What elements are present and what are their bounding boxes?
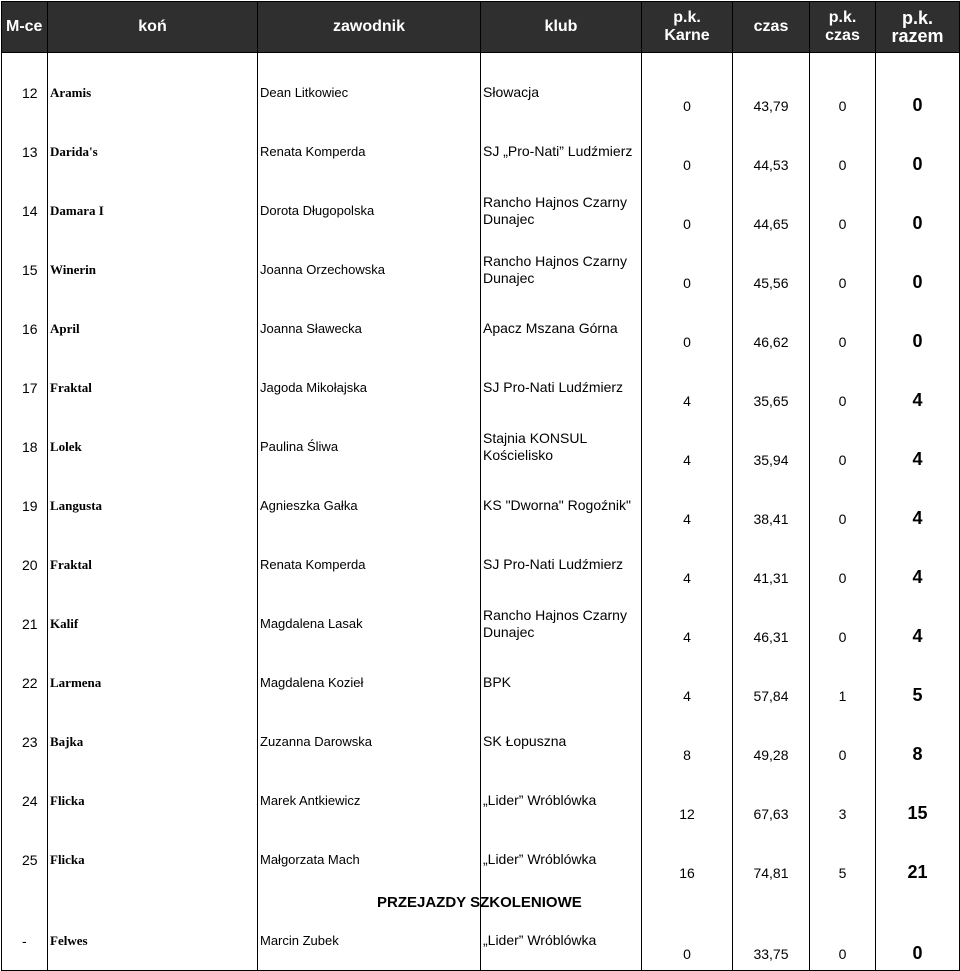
cell-penalty-points: 4 bbox=[642, 358, 733, 417]
cell-mce: 14 bbox=[2, 181, 48, 240]
cell-time-penalty: 0 bbox=[810, 594, 876, 653]
cell-time: 57,84 bbox=[733, 653, 810, 712]
cell-club: BPK bbox=[481, 653, 642, 712]
cell-total: 21 bbox=[876, 830, 960, 889]
section-cell bbox=[2, 889, 48, 911]
cell-penalty-points: 0 bbox=[642, 122, 733, 181]
cell-time-penalty: 0 bbox=[810, 299, 876, 358]
cell-total: 4 bbox=[876, 358, 960, 417]
cell-rider: Marcin Zubek bbox=[258, 911, 481, 971]
cell-rider: Magdalena Kozieł bbox=[258, 653, 481, 712]
table-row bbox=[2, 911, 960, 971]
table-row bbox=[2, 594, 960, 653]
cell-mce: 19 bbox=[2, 476, 48, 535]
cell-time: 33,75 bbox=[733, 911, 810, 971]
cell-penalty-points: 0 bbox=[642, 299, 733, 358]
cell-rider: Agnieszka Gałka bbox=[258, 476, 481, 535]
cell-total: 0 bbox=[876, 181, 960, 240]
section-row bbox=[2, 889, 960, 911]
cell-total: 0 bbox=[876, 299, 960, 358]
cell-horse: Langusta bbox=[48, 476, 258, 535]
cell-total: 0 bbox=[876, 63, 960, 122]
cell-horse: Kalif bbox=[48, 594, 258, 653]
cell-club: Rancho Hajnos Czarny Dunajec bbox=[481, 594, 642, 653]
cell-time-penalty: 0 bbox=[810, 358, 876, 417]
cell-time: 67,63 bbox=[733, 771, 810, 830]
cell-time: 44,53 bbox=[733, 122, 810, 181]
cell-penalty-points: 16 bbox=[642, 830, 733, 889]
cell-horse: Bajka bbox=[48, 712, 258, 771]
cell-time-penalty: 0 bbox=[810, 476, 876, 535]
table-row bbox=[2, 299, 960, 358]
cell-time: 46,62 bbox=[733, 299, 810, 358]
cell-time-penalty: 0 bbox=[810, 712, 876, 771]
cell-total: 15 bbox=[876, 771, 960, 830]
cell-total: 0 bbox=[876, 122, 960, 181]
cell-horse: Felwes bbox=[48, 911, 258, 971]
cell-club: KS "Dworna" Rogoźnik" bbox=[481, 476, 642, 535]
cell-mce: 12 bbox=[2, 63, 48, 122]
table-row bbox=[2, 122, 960, 181]
cell-rider: Małgorzata Mach bbox=[258, 830, 481, 889]
cell-mce: 24 bbox=[2, 771, 48, 830]
cell-rider: Paulina Śliwa bbox=[258, 417, 481, 476]
section-cell bbox=[642, 889, 733, 911]
cell-time: 49,28 bbox=[733, 712, 810, 771]
cell-total: 4 bbox=[876, 417, 960, 476]
header-czas: czas bbox=[733, 2, 810, 53]
cell-horse: Fraktal bbox=[48, 358, 258, 417]
cell-horse: Flicka bbox=[48, 830, 258, 889]
section-cell bbox=[810, 889, 876, 911]
header-kon: koń bbox=[48, 2, 258, 53]
table-row bbox=[2, 358, 960, 417]
table-row bbox=[2, 417, 960, 476]
cell-rider: Renata Komperda bbox=[258, 535, 481, 594]
cell-time-penalty: 0 bbox=[810, 417, 876, 476]
cell-time: 74,81 bbox=[733, 830, 810, 889]
cell-horse: Winerin bbox=[48, 240, 258, 299]
cell-penalty-points: 12 bbox=[642, 771, 733, 830]
cell-mce: 18 bbox=[2, 417, 48, 476]
cell-horse: Fraktal bbox=[48, 535, 258, 594]
cell-total: 4 bbox=[876, 594, 960, 653]
cell-time: 41,31 bbox=[733, 535, 810, 594]
section-title: PRZEJAZDY SZKOLENIOWE bbox=[377, 889, 538, 911]
cell-mce: 15 bbox=[2, 240, 48, 299]
cell-mce: - bbox=[2, 911, 48, 971]
cell-time-penalty: 0 bbox=[810, 63, 876, 122]
cell-penalty-points: 0 bbox=[642, 911, 733, 971]
table-row bbox=[2, 476, 960, 535]
cell-club: SJ „Pro-Nati” Ludźmierz bbox=[481, 122, 642, 181]
cell-total: 4 bbox=[876, 476, 960, 535]
cell-rider: Joanna Sławecka bbox=[258, 299, 481, 358]
table-row bbox=[2, 63, 960, 122]
cell-club: Słowacja bbox=[481, 63, 642, 122]
cell-horse: Lolek bbox=[48, 417, 258, 476]
cell-mce: 21 bbox=[2, 594, 48, 653]
header-mce: M-ce bbox=[2, 2, 48, 53]
cell-club: Rancho Hajnos Czarny Dunajec bbox=[481, 181, 642, 240]
cell-total: 8 bbox=[876, 712, 960, 771]
cell-mce: 22 bbox=[2, 653, 48, 712]
cell-club: Apacz Mszana Górna bbox=[481, 299, 642, 358]
cell-rider: Zuzanna Darowska bbox=[258, 712, 481, 771]
cell-club: „Lider” Wróblówka bbox=[481, 771, 642, 830]
header-pk-czas: p.k. czas bbox=[810, 2, 876, 53]
table-row bbox=[2, 830, 960, 889]
cell-horse: Flicka bbox=[48, 771, 258, 830]
cell-rider: Magdalena Lasak bbox=[258, 594, 481, 653]
cell-mce: 16 bbox=[2, 299, 48, 358]
cell-club: „Lider” Wróblówka bbox=[481, 830, 642, 889]
cell-time-penalty: 0 bbox=[810, 122, 876, 181]
table-row bbox=[2, 712, 960, 771]
cell-time-penalty: 1 bbox=[810, 653, 876, 712]
cell-time-penalty: 0 bbox=[810, 181, 876, 240]
table-row bbox=[2, 181, 960, 240]
cell-total: 0 bbox=[876, 911, 960, 971]
cell-time: 43,79 bbox=[733, 63, 810, 122]
table-row bbox=[2, 240, 960, 299]
cell-mce: 17 bbox=[2, 358, 48, 417]
cell-horse: Damara I bbox=[48, 181, 258, 240]
cell-time: 35,65 bbox=[733, 358, 810, 417]
header-zawodnik: zawodnik bbox=[258, 2, 481, 53]
cell-time-penalty: 5 bbox=[810, 830, 876, 889]
cell-rider: Marek Antkiewicz bbox=[258, 771, 481, 830]
section-cell bbox=[733, 889, 810, 911]
cell-time-penalty: 3 bbox=[810, 771, 876, 830]
cell-club: SJ Pro-Nati Ludźmierz bbox=[481, 535, 642, 594]
cell-time-penalty: 0 bbox=[810, 535, 876, 594]
cell-rider: Dorota Długopolska bbox=[258, 181, 481, 240]
section-cell bbox=[876, 889, 960, 911]
cell-time-penalty: 0 bbox=[810, 911, 876, 971]
table-row bbox=[2, 771, 960, 830]
cell-penalty-points: 0 bbox=[642, 240, 733, 299]
header-pk-karne: p.k. Karne bbox=[642, 2, 733, 53]
cell-penalty-points: 4 bbox=[642, 653, 733, 712]
cell-horse: April bbox=[48, 299, 258, 358]
cell-total: 5 bbox=[876, 653, 960, 712]
results-table bbox=[1, 1, 960, 971]
cell-club: SK Łopuszna bbox=[481, 712, 642, 771]
table-row bbox=[2, 653, 960, 712]
header-klub: klub bbox=[481, 2, 642, 53]
header-pk-razem: p.k. razem bbox=[876, 2, 960, 53]
cell-club: „Lider” Wróblówka bbox=[481, 911, 642, 971]
spacer-row bbox=[2, 53, 960, 64]
cell-horse: Aramis bbox=[48, 63, 258, 122]
cell-time: 46,31 bbox=[733, 594, 810, 653]
section-cell bbox=[48, 889, 258, 911]
cell-penalty-points: 0 bbox=[642, 181, 733, 240]
cell-total: 0 bbox=[876, 240, 960, 299]
cell-time: 38,41 bbox=[733, 476, 810, 535]
header-row bbox=[2, 2, 960, 53]
cell-penalty-points: 4 bbox=[642, 417, 733, 476]
cell-horse: Larmena bbox=[48, 653, 258, 712]
cell-total: 4 bbox=[876, 535, 960, 594]
cell-rider: Jagoda Mikołajska bbox=[258, 358, 481, 417]
cell-rider: Renata Komperda bbox=[258, 122, 481, 181]
cell-time: 44,65 bbox=[733, 181, 810, 240]
cell-club: Stajnia KONSUL Kościelisko bbox=[481, 417, 642, 476]
cell-penalty-points: 8 bbox=[642, 712, 733, 771]
cell-time: 45,56 bbox=[733, 240, 810, 299]
cell-mce: 23 bbox=[2, 712, 48, 771]
table-row bbox=[2, 535, 960, 594]
cell-rider: Joanna Orzechowska bbox=[258, 240, 481, 299]
cell-time-penalty: 0 bbox=[810, 240, 876, 299]
cell-horse: Darida's bbox=[48, 122, 258, 181]
cell-club: SJ Pro-Nati Ludźmierz bbox=[481, 358, 642, 417]
cell-penalty-points: 4 bbox=[642, 594, 733, 653]
cell-penalty-points: 4 bbox=[642, 535, 733, 594]
cell-penalty-points: 4 bbox=[642, 476, 733, 535]
cell-penalty-points: 0 bbox=[642, 63, 733, 122]
cell-club: Rancho Hajnos Czarny Dunajec bbox=[481, 240, 642, 299]
cell-mce: 25 bbox=[2, 830, 48, 889]
cell-time: 35,94 bbox=[733, 417, 810, 476]
cell-rider: Dean Litkowiec bbox=[258, 63, 481, 122]
cell-mce: 20 bbox=[2, 535, 48, 594]
cell-mce: 13 bbox=[2, 122, 48, 181]
